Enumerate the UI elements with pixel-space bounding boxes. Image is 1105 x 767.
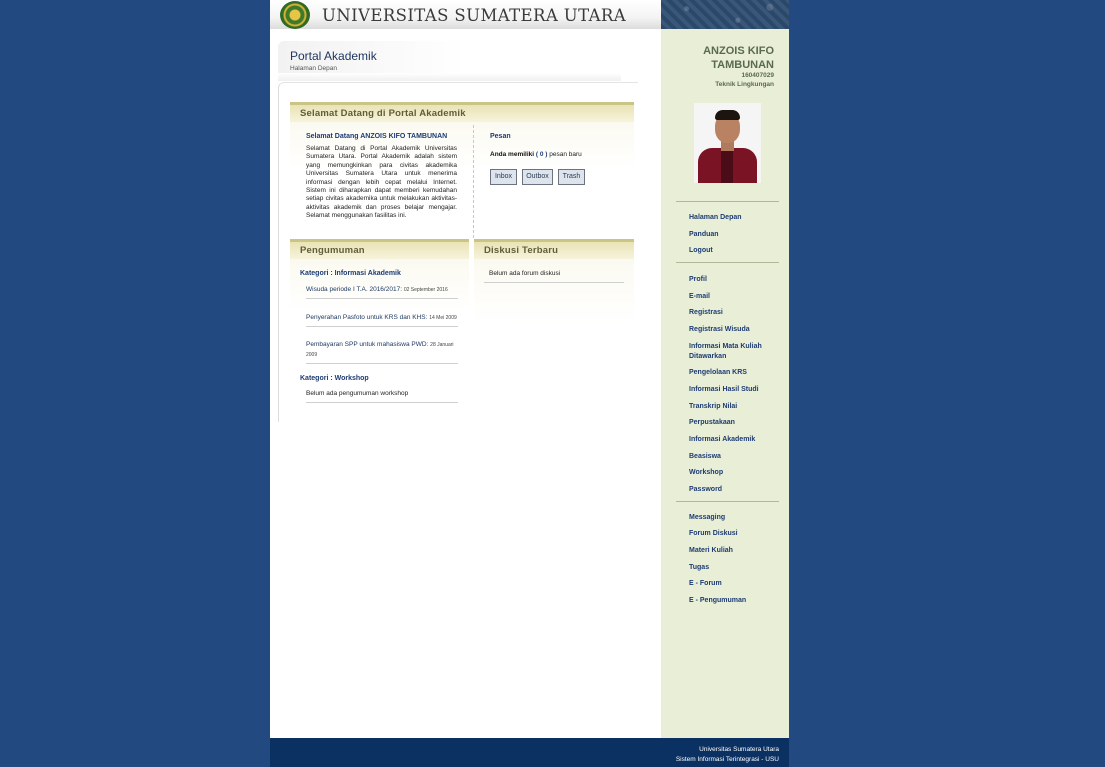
university-name: UNIVERSITAS SUMATERA UTARA — [322, 6, 627, 25]
university-seal-icon — [280, 1, 310, 29]
sidebar-item-tugas[interactable]: Tugas — [689, 564, 710, 571]
sidebar-item-informasi-mata-kuliah[interactable]: Informasi Mata Kuliah Ditawarkan — [689, 343, 762, 360]
sidebar-divider — [676, 501, 779, 502]
sidebar-divider — [676, 262, 779, 263]
category-workshop: Kategori : Workshop — [300, 375, 369, 382]
announcement-item[interactable] — [306, 313, 458, 327]
announcement-title[interactable]: Penyerahan Pasfoto untuk KRS dan KHS: — [306, 314, 428, 321]
welcome-separator — [473, 125, 474, 238]
sidebar-item-e-pengumuman[interactable]: E - Pengumuman — [689, 597, 747, 604]
workshop-empty-text: Belum ada pengumuman workshop — [306, 390, 458, 403]
sidebar — [661, 29, 789, 738]
page-container — [270, 0, 789, 767]
site-header — [270, 0, 789, 29]
discussion-panel-header — [474, 239, 634, 259]
announcement-item[interactable] — [306, 285, 458, 299]
title-box-shadow — [278, 73, 621, 81]
sidebar-item-perpustakaan[interactable]: Perpustakaan — [689, 419, 735, 426]
messages-suffix: pesan baru — [549, 151, 582, 158]
announcement-date: 28 Januari 2009 — [306, 342, 454, 358]
sidebar-item-password[interactable]: Password — [689, 486, 723, 493]
sidebar-item-forum-diskusi[interactable]: Forum Diskusi — [689, 530, 738, 537]
footer-university: Universitas Sumatera Utara — [699, 746, 779, 753]
discussion-heading: Diskusi Terbaru — [484, 245, 559, 256]
sidebar-item-pengelolaan-krs[interactable]: Pengelolaan KRS — [689, 369, 747, 376]
sidebar-item-panduan[interactable]: Panduan — [689, 231, 719, 238]
announcement-title[interactable]: Pembayaran SPP untuk mahasiswa PWD: — [306, 341, 429, 348]
welcome-panel-header — [290, 102, 634, 122]
announcement-date: 02 September 2016 — [403, 287, 448, 293]
welcome-greeting: Selamat Datang ANZOIS KIFO TAMBUNAN — [306, 133, 448, 140]
page-title: Portal Akademik — [290, 49, 377, 63]
student-nim: 160407029 — [741, 72, 774, 79]
announcements-heading: Pengumuman — [300, 245, 365, 256]
sidebar-divider — [676, 201, 779, 202]
sidebar-item-workshop[interactable]: Workshop — [689, 469, 724, 476]
sidebar-item-halaman-depan[interactable]: Halaman Depan — [689, 214, 742, 221]
messages-count: ( 0 ) — [535, 151, 548, 158]
announcement-title[interactable]: Wisuda periode I T.A. 2016/2017: — [306, 286, 402, 293]
footer-system: Sistem Informasi Terintegrasi - USU — [675, 756, 779, 763]
category-informasi-akademik: Kategori : Informasi Akademik — [300, 270, 401, 277]
announcements-panel-body — [290, 259, 469, 409]
student-program: Teknik Lingkungan — [715, 81, 774, 88]
trash-button[interactable]: Trash — [558, 169, 585, 185]
page-title-box — [278, 41, 621, 81]
sidebar-item-logout[interactable]: Logout — [689, 247, 713, 254]
sidebar-item-informasi-akademik[interactable]: Informasi Akademik — [689, 436, 756, 443]
sidebar-item-beasiswa[interactable]: Beasiswa — [689, 453, 721, 460]
student-photo — [694, 103, 761, 183]
sidebar-item-informasi-hasil-studi[interactable]: Informasi Hasil Studi — [689, 386, 759, 393]
sidebar-item-transkrip-nilai[interactable]: Transkrip Nilai — [689, 403, 738, 410]
breadcrumb: Halaman Depan — [290, 65, 337, 72]
announcements-panel-header — [290, 239, 469, 259]
student-name-line2: TAMBUNAN — [711, 59, 774, 71]
sidebar-item-registrasi[interactable]: Registrasi — [689, 309, 723, 316]
sidebar-item-email[interactable]: E-mail — [689, 293, 711, 300]
announcement-date: 14 Mei 2009 — [429, 315, 457, 321]
student-name-line1: ANZOIS KIFO — [703, 45, 774, 57]
announcement-item[interactable] — [306, 340, 458, 364]
sidebar-item-registrasi-wisuda[interactable]: Registrasi Wisuda — [689, 326, 750, 333]
discussion-panel-body — [474, 259, 634, 324]
site-footer — [270, 738, 789, 767]
welcome-heading: Selamat Datang di Portal Akademik — [300, 108, 466, 119]
sidebar-item-messaging[interactable]: Messaging — [689, 514, 726, 521]
messages-summary — [490, 151, 582, 158]
sidebar-item-e-forum[interactable]: E - Forum — [689, 580, 722, 587]
messages-title: Pesan — [490, 133, 511, 140]
discussion-empty-text: Belum ada forum diskusi — [484, 270, 624, 283]
photo-collar — [721, 148, 733, 183]
photo-hair — [715, 110, 740, 120]
inbox-button[interactable]: Inbox — [490, 169, 517, 185]
messages-prefix: Anda memiliki — [490, 151, 535, 158]
sidebar-item-materi-kuliah[interactable]: Materi Kuliah — [689, 547, 733, 554]
student-name — [664, 44, 774, 72]
outbox-button[interactable]: Outbox — [522, 169, 553, 185]
welcome-text: Selamat Datang di Portal Akademik Universitas Sumatera Utara. Portal Akademik adalah sistem yang memungkinkan para civitas akademika Universitas Sumatera Utara untuk menerima informasi dengan lebih cepat melalui Internet. Sistem ini diharapkan dapat memberi kemudahan setiap civitas akademika untuk melakukan aktivitas-aktivitas akademik dan proses belajar mengajar. Selamat menggunakan fasilitas ini. — [306, 145, 457, 220]
header-batik-pattern — [661, 0, 789, 29]
sidebar-item-profil[interactable]: Profil — [689, 276, 707, 283]
